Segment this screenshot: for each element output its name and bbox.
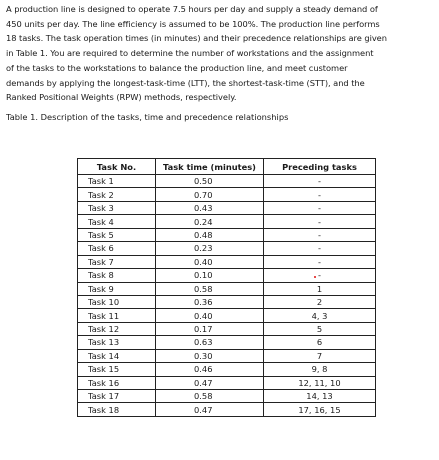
preceding-tasks-cell: 17, 16, 15 [264,403,376,416]
preceding-tasks-cell: - [264,242,376,255]
preceding-tasks-cell: 5 [264,322,376,335]
table-row [78,201,376,214]
task-no-cell: Task 5 [78,228,156,241]
header-preceding-tasks: Preceding tasks [264,159,376,175]
preceding-tasks-cell: 2 [264,295,376,308]
header-task-time: Task time (minutes) [156,159,264,175]
task-time-cell: 0.24 [156,215,264,228]
preceding-tasks-cell: 12, 11, 10 [264,376,376,389]
table-row [78,215,376,228]
task-table [77,158,376,417]
table-header-row [78,159,376,175]
task-no-cell: Task 2 [78,188,156,201]
task-no-cell: Task 3 [78,201,156,214]
problem-statement [6,2,438,105]
preceding-tasks-cell: 1 [264,282,376,295]
intro-line: in Table 1. You are required to determine the number of workstations and the assignment [6,48,374,59]
task-time-cell: 0.46 [156,363,264,376]
task-time-cell: 0.47 [156,403,264,416]
table-row [78,336,376,349]
table-caption: Table 1. Description of the tasks, time and precedence relationships [6,112,289,122]
task-time-cell: 0.23 [156,242,264,255]
task-time-cell: 0.36 [156,295,264,308]
task-time-cell: 0.10 [156,269,264,282]
task-no-cell: Task 4 [78,215,156,228]
table-row [78,228,376,241]
table-row [78,175,376,188]
task-time-cell: 0.17 [156,322,264,335]
preceding-tasks-cell: 7 [264,349,376,362]
table-row [78,363,376,376]
intro-line: demands by applying the longest-task-time (LTT), the shortest-task-time (STT), and the [6,77,365,88]
task-no-cell: Task 1 [78,175,156,188]
stray-red-mark [314,276,316,278]
table-row [78,269,376,282]
intro-line: 18 tasks. The task operation times (in minutes) and their precedence relationships are given [6,33,387,44]
table-row [78,309,376,322]
task-time-cell: 0.40 [156,255,264,268]
preceding-tasks-cell: 4, 3 [264,309,376,322]
preceding-tasks-cell: - [264,201,376,214]
preceding-tasks-cell: - [264,228,376,241]
task-time-cell: 0.43 [156,201,264,214]
task-no-cell: Task 8 [78,269,156,282]
task-time-cell: 0.63 [156,336,264,349]
preceding-tasks-cell: 6 [264,336,376,349]
preceding-tasks-cell: - [264,269,376,282]
table-row [78,255,376,268]
task-time-cell: 0.58 [156,282,264,295]
table-row [78,403,376,416]
preceding-tasks-cell: - [264,175,376,188]
task-no-cell: Task 6 [78,242,156,255]
task-no-cell: Task 18 [78,403,156,416]
task-no-cell: Task 16 [78,376,156,389]
table-row [78,349,376,362]
task-time-cell: 0.47 [156,376,264,389]
task-time-cell: 0.50 [156,175,264,188]
task-time-cell: 0.58 [156,390,264,403]
table-row [78,295,376,308]
table-row [78,322,376,335]
preceding-tasks-cell: 9, 8 [264,363,376,376]
task-time-cell: 0.30 [156,349,264,362]
preceding-tasks-cell: 14, 13 [264,390,376,403]
table-row [78,376,376,389]
preceding-tasks-cell: - [264,188,376,201]
header-task-no: Task No. [78,159,156,175]
task-no-cell: Task 13 [78,336,156,349]
preceding-tasks-cell: - [264,255,376,268]
intro-line: A production line is designed to operate 7.5 hours per day and supply a steady demand of [6,4,378,14]
table-row [78,390,376,403]
table-body [78,175,376,417]
task-no-cell: Task 9 [78,282,156,295]
task-no-cell: Task 11 [78,309,156,322]
task-no-cell: Task 17 [78,390,156,403]
task-no-cell: Task 10 [78,295,156,308]
task-time-cell: 0.40 [156,309,264,322]
task-time-cell: 0.48 [156,228,264,241]
task-no-cell: Task 7 [78,255,156,268]
task-time-cell: 0.70 [156,188,264,201]
table-row [78,188,376,201]
intro-line: 450 units per day. The line efficiency is assumed to be 100%. The production line performs [6,18,380,29]
table-row [78,242,376,255]
task-no-cell: Task 12 [78,322,156,335]
table-row [78,282,376,295]
preceding-tasks-cell: - [264,215,376,228]
intro-line: of the tasks to the workstations to balance the production line, and meet customer [6,62,348,73]
intro-line: Ranked Positional Weights (RPW) methods, respectively. [6,92,237,103]
task-no-cell: Task 14 [78,349,156,362]
task-no-cell: Task 15 [78,363,156,376]
